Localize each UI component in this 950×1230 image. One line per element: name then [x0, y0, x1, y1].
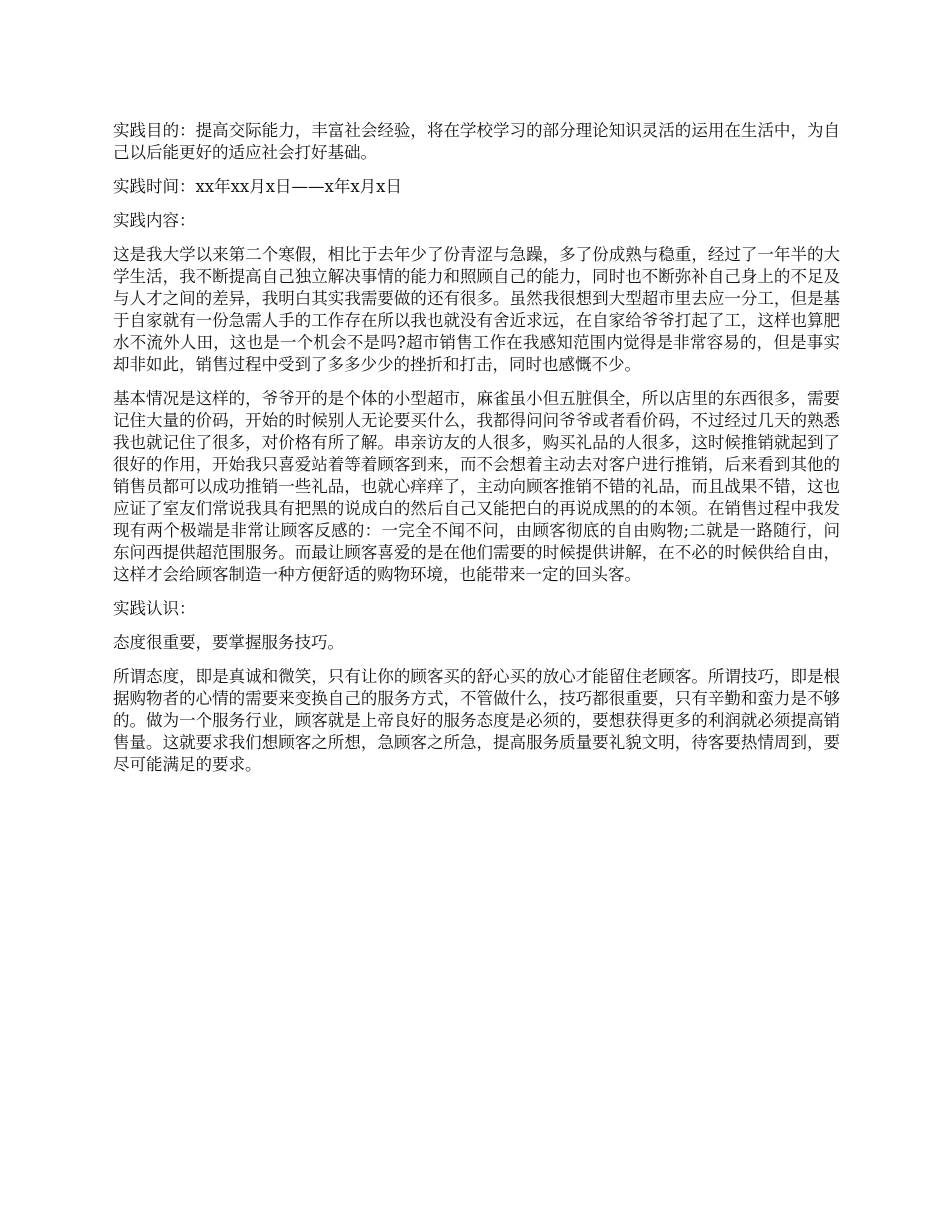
- attitude-skill-paragraph: 所谓态度，即是真诚和微笑，只有让你的顾客买的舒心买的放心才能留住老顾客。所谓技巧，即是根据购物者的心情的需要来变换自己的服务方式，不管做什么，技巧都很重要，只有辛勤和蛮力是不够的。做为一个服务行业，顾客就是上帝良好的服务态度是必须的，要想获得更多的利润就必须提高销售量。这就要求我们想顾客之所想，急顾客之所急，提高服务质量要礼貌文明，待客要热情周到，要尽可能满足的要求。: [113, 667, 840, 774]
- basic-situation-paragraph: 基本情况是这样的，爷爷开的是个体的小型超市，麻雀虽小但五脏俱全，所以店里的东西很多，需要记住大量的价码，开始的时候别人无论要买什么，我都得问问爷爷或者看价码，不过经过几天的熟悉我也就记住了很多，对价格有所了解。串亲访友的人很多，购买礼品的人很多，这时候推销就起到了很好的作用，开始我只喜爱站着等着顾客到来，而不会想着主动去对客户进行推销，后来看到其他的销售员都可以成功推销一些礼品，也就心痒痒了，主动向顾客推销不错的礼品，而且战果不错，这也应证了室友们常说我具有把黑的说成白的然后自己又能把白的再说成黑的的本领。在销售过程中我发现有两个极端是非常让顾客反感的：一完全不闻不问，由顾客彻底的自由购物;二就是一路随行，问东问西提供超范围服务。而最让顾客喜爱的是在他们需要的时候提供讲解，在不必的时候供给自由，这样才会给顾客制造一种方便舒适的购物环境，也能带来一定的回头客。: [113, 389, 840, 584]
- attitude-summary-paragraph: 态度很重要，要掌握服务技巧。: [113, 633, 344, 652]
- document-page: [113, 120, 840, 788]
- practice-content-heading: 实践内容：: [113, 211, 196, 230]
- practice-time-paragraph: 实践时间：xx年xx月x日——x年x月x日: [113, 177, 402, 196]
- winter-break-paragraph: 这是我大学以来第二个寒假，相比于去年少了份青涩与急躁，多了份成熟与稳重，经过了一年半的大学生活，我不断提高自己独立解决事情的能力和照顾自己的能力，同时也不断弥补自己身上的不足及与人才之间的差异，我明白其实我需要做的还有很多。虽然我很想到大型超市里去应一分工，但是基于自家就有一份急需人手的工作存在所以我也就没有舍近求远，在自家给爷爷打起了工，这样也算肥水不流外人田，这也是一个机会不是吗?超市销售工作在我感知范围内觉得是非常容易的，但是事实却非如此，销售过程中受到了多多少少的挫折和打击，同时也感慨不少。: [113, 245, 840, 374]
- practice-understanding-heading: 实践认识：: [113, 599, 196, 618]
- practice-purpose-paragraph: 实践目的：提高交际能力，丰富社会经验，将在学校学习的部分理论知识灵活的运用在生活中，为自己以后能更好的适应社会打好基础。: [113, 121, 840, 162]
